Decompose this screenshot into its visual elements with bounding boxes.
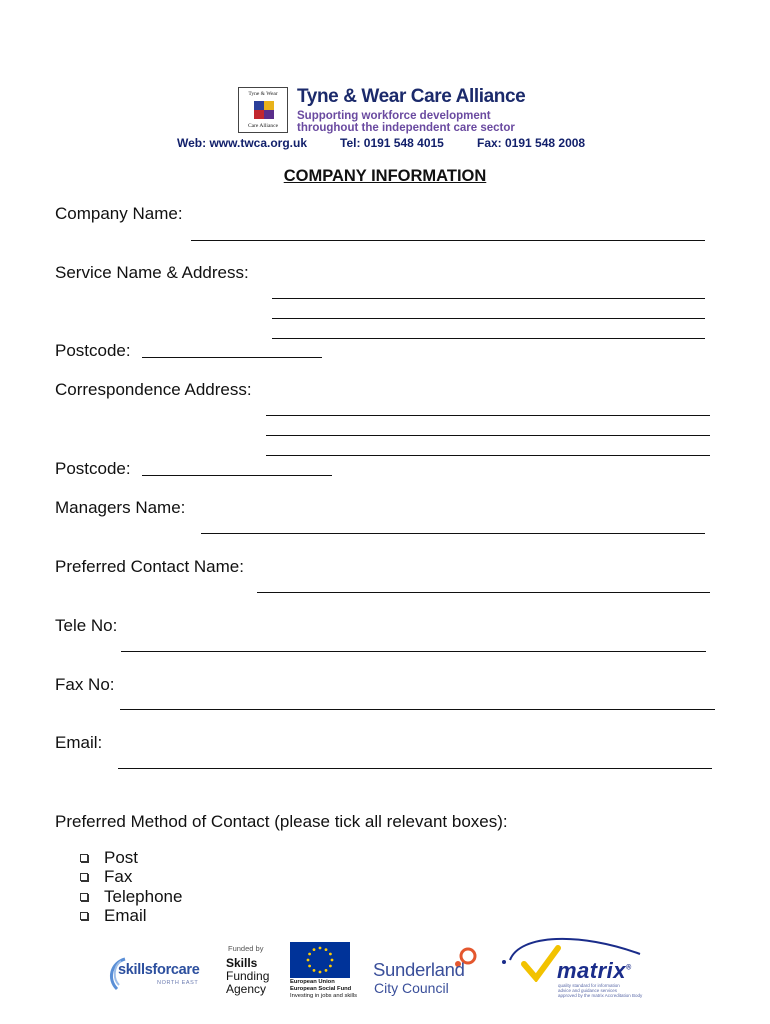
checkbox-icon[interactable] [80, 912, 88, 920]
tele-no-line[interactable] [121, 651, 706, 652]
sfa-line-1: Skills [226, 956, 258, 970]
eu-line-1: European Union [290, 979, 335, 985]
postcode-label: Postcode: [55, 341, 131, 360]
tele-no-label: Tele No: [55, 616, 118, 635]
matrix-line-2: advice and guidance services [558, 988, 618, 993]
service-address-line-1[interactable] [272, 298, 705, 299]
method-label-telephone: Telephone [104, 886, 183, 906]
matrix-line-3: approved by the matrix Accreditation Body [558, 993, 643, 998]
checkbox-icon[interactable] [80, 854, 88, 862]
logo-emblem-icon [252, 99, 276, 121]
logo-text-line-2: Care Alliance [247, 123, 279, 129]
service-address-label: Service Name & Address: [55, 263, 249, 282]
contact-method-label: Preferred Method of Contact (please tick all relevant boxes): [55, 812, 508, 831]
eu-flag-icon [290, 942, 350, 978]
checkbox-icon[interactable] [80, 873, 88, 881]
fax-number: Fax: 0191 548 2008 [477, 136, 586, 150]
correspondence-address-line-3[interactable] [266, 455, 710, 456]
city-council-text: City Council [374, 980, 449, 996]
method-option-email[interactable] [80, 907, 182, 927]
tagline-line-1: Supporting workforce development [297, 110, 491, 122]
sfa-line-2: Funding [226, 969, 270, 983]
skills-for-care-region: NORTH EAST [157, 980, 199, 986]
funded-by-text: Funded by [228, 944, 264, 953]
postcode-2-line[interactable] [142, 475, 332, 476]
fax-no-line[interactable] [120, 709, 715, 710]
skills-for-care-text: skillsforcare [118, 962, 200, 978]
sunderland-text: Sunderland [373, 959, 465, 980]
eu-stars-icon [290, 942, 350, 978]
preferred-contact-name-line[interactable] [257, 592, 710, 593]
method-option-fax[interactable] [80, 868, 182, 888]
company-name-label: Company Name: [55, 204, 183, 223]
method-option-post[interactable] [80, 848, 182, 868]
company-name-line[interactable] [191, 240, 705, 241]
contact-method-list [80, 848, 182, 926]
form-title: COMPANY INFORMATION [283, 167, 487, 185]
correspondence-address-label: Correspondence Address: [55, 380, 252, 399]
service-address-line-2[interactable] [272, 318, 705, 319]
checkbox-icon[interactable] [80, 893, 88, 901]
matrix-word: matrix [557, 958, 627, 983]
eu-line-2: European Social Fund [290, 986, 352, 992]
sfa-line-3: Agency [226, 982, 267, 996]
matrix-text [557, 958, 632, 984]
org-name: Tyne & Wear Care Alliance [297, 86, 526, 107]
managers-name-line[interactable] [201, 533, 705, 534]
correspondence-address-line-1[interactable] [266, 415, 710, 416]
twca-logo [238, 87, 288, 133]
matrix-trademark: ® [626, 964, 632, 972]
email-label: Email: [55, 733, 103, 752]
preferred-contact-name-label: Preferred Contact Name: [55, 557, 244, 576]
telephone-number: Tel: 0191 548 4015 [340, 136, 444, 150]
service-address-line-3[interactable] [272, 338, 705, 339]
eu-line-3: Investing in jobs and skills [290, 993, 358, 999]
postcode-2-label: Postcode: [55, 459, 131, 478]
matrix-line-1: quality standard for information [558, 983, 620, 988]
web-address: Web: www.twca.org.uk [177, 136, 308, 150]
method-label-email: Email [104, 906, 147, 926]
managers-name-label: Managers Name: [55, 498, 186, 517]
method-label-fax: Fax [104, 867, 133, 887]
method-option-telephone[interactable] [80, 887, 182, 907]
fax-no-label: Fax No: [55, 675, 115, 694]
email-line[interactable] [118, 768, 712, 769]
correspondence-address-line-2[interactable] [266, 435, 710, 436]
method-label-post: Post [104, 847, 139, 867]
tagline-line-2: throughout the independent care sector [297, 122, 515, 134]
postcode-line[interactable] [142, 357, 322, 358]
logo-text-line-1: Tyne & Wear [248, 91, 278, 97]
